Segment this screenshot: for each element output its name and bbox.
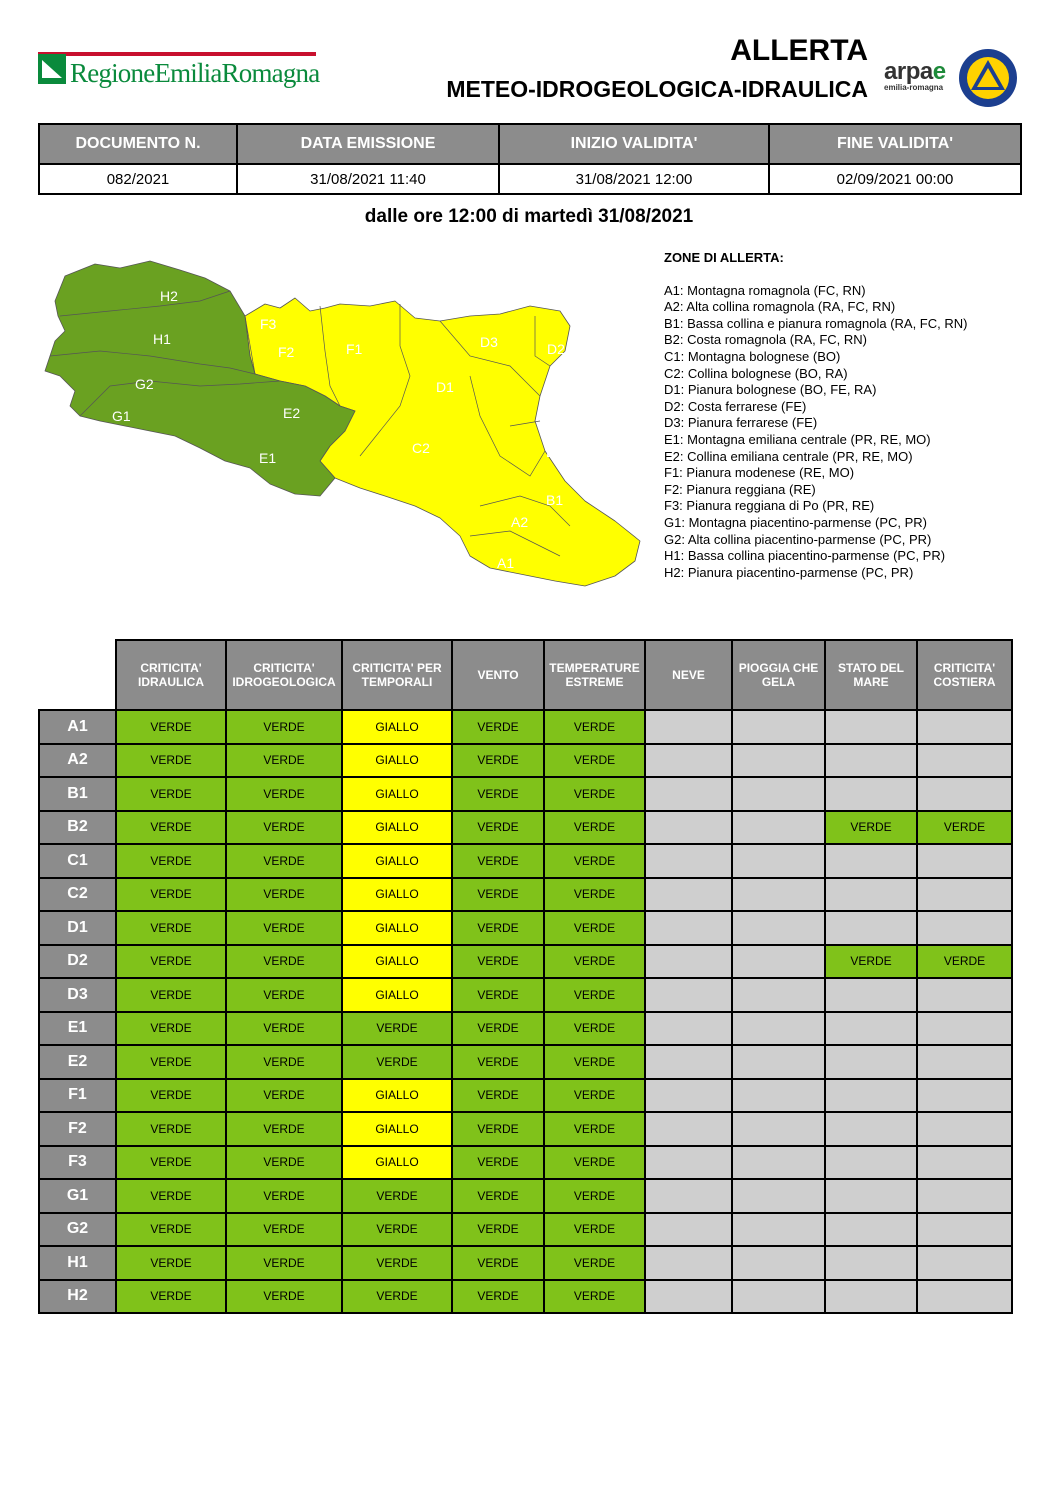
map-label-d1: D1	[436, 379, 454, 395]
zone-cell: A1	[39, 710, 116, 744]
alert-cell	[917, 1179, 1012, 1213]
alert-cell: VERDE	[544, 777, 645, 811]
alert-cell: VERDE	[544, 1012, 645, 1046]
value-inizio-validita: 31/08/2021 12:00	[499, 164, 769, 194]
legend-title: ZONE DI ALLERTA:	[664, 250, 784, 265]
alert-cell: VERDE	[544, 978, 645, 1012]
alert-cell: VERDE	[226, 1045, 342, 1079]
alert-cell: VERDE	[544, 1246, 645, 1280]
alert-cell: VERDE	[226, 911, 342, 945]
alert-cell	[732, 1146, 825, 1180]
alert-cell	[732, 1112, 825, 1146]
alert-cell: VERDE	[825, 811, 917, 845]
zone-cell: G1	[39, 1179, 116, 1213]
alert-cell: VERDE	[452, 844, 544, 878]
alert-cell: VERDE	[226, 811, 342, 845]
alert-cell	[825, 1079, 917, 1113]
map-label-h2: H2	[160, 288, 178, 304]
alert-cell	[645, 1112, 732, 1146]
value-data-emissione: 31/08/2021 11:40	[237, 164, 499, 194]
document-info-table	[38, 123, 1022, 195]
alert-cell: VERDE	[452, 1146, 544, 1180]
legend-item: G2: Alta collina piacentino-parmense (PC, PR)	[664, 531, 932, 547]
alert-cell: VERDE	[226, 978, 342, 1012]
column-header: CRITICITA' IDROGEOLOGICA	[226, 640, 342, 710]
alert-cell: GIALLO	[342, 878, 452, 912]
alert-cell: VERDE	[226, 878, 342, 912]
alert-cell: VERDE	[452, 1079, 544, 1113]
alert-cell: GIALLO	[342, 1079, 452, 1113]
alert-cell	[917, 978, 1012, 1012]
alert-cell	[917, 1045, 1012, 1079]
alert-cell: VERDE	[544, 811, 645, 845]
legend-item: F2: Pianura reggiana (RE)	[664, 481, 816, 497]
alert-cell	[645, 978, 732, 1012]
alert-cell: GIALLO	[342, 811, 452, 845]
legend-item: F1: Pianura modenese (RE, MO)	[664, 465, 855, 481]
legend-item: C1: Montagna bolognese (BO)	[664, 348, 841, 364]
arpae-subtitle: emilia-romagna	[884, 83, 944, 92]
alert-cell: VERDE	[825, 945, 917, 979]
alert-cell: VERDE	[544, 1112, 645, 1146]
alert-cell	[645, 844, 732, 878]
alert-cell: VERDE	[116, 1179, 226, 1213]
alert-cell	[645, 1079, 732, 1113]
alert-cell	[825, 911, 917, 945]
alert-cell: GIALLO	[342, 911, 452, 945]
alert-cell: VERDE	[226, 1079, 342, 1113]
alert-cell: VERDE	[544, 1146, 645, 1180]
alert-cell: VERDE	[116, 844, 226, 878]
alert-cell: VERDE	[116, 1213, 226, 1247]
alert-cell: VERDE	[544, 710, 645, 744]
alert-cell: VERDE	[544, 1213, 645, 1247]
table-row	[39, 945, 1012, 979]
alert-cell: VERDE	[452, 811, 544, 845]
table-row	[39, 1079, 1012, 1113]
legend-item: G1: Montagna piacentino-parmense (PC, PR)	[664, 514, 928, 530]
validity-line: dalle ore 12:00 di martedì 31/08/2021	[364, 206, 694, 227]
alert-cell	[732, 945, 825, 979]
zone-cell: D2	[39, 945, 116, 979]
legend-item: H1: Bassa collina piacentino-parmense (PC, PR)	[664, 548, 946, 564]
alert-cell	[825, 844, 917, 878]
alert-cell: VERDE	[544, 1179, 645, 1213]
alert-cell: VERDE	[342, 1012, 452, 1046]
legend-item: D1: Pianura bolognese (BO, FE, RA)	[664, 382, 877, 398]
zone-cell: A2	[39, 744, 116, 778]
table-row	[39, 744, 1012, 778]
alert-cell: VERDE	[116, 878, 226, 912]
zone-cell: C2	[39, 878, 116, 912]
alert-cell	[732, 1179, 825, 1213]
alert-cell	[825, 777, 917, 811]
zone-cell: H2	[39, 1280, 116, 1314]
alert-cell	[732, 777, 825, 811]
alert-cell: VERDE	[342, 1246, 452, 1280]
map-label-a2: A2	[511, 514, 529, 530]
alert-cell	[732, 878, 825, 912]
zone-cell: E2	[39, 1045, 116, 1079]
zone-legend	[664, 250, 967, 581]
alert-cell: VERDE	[226, 777, 342, 811]
alert-cell	[825, 744, 917, 778]
alert-cell	[645, 945, 732, 979]
map-label-b1: B1	[546, 492, 564, 508]
alert-cell	[645, 1012, 732, 1046]
map-label-f3: F3	[260, 316, 277, 332]
alert-cell: VERDE	[452, 777, 544, 811]
column-header: CRITICITA' IDRAULICA	[116, 640, 226, 710]
alert-cell: VERDE	[452, 1246, 544, 1280]
document-title: ALLERTA	[730, 34, 868, 67]
legend-item: D3: Pianura ferrarese (FE)	[664, 415, 818, 431]
alert-cell: VERDE	[452, 1280, 544, 1314]
alert-cell	[917, 777, 1012, 811]
alert-cell: VERDE	[226, 1213, 342, 1247]
alert-cell	[825, 878, 917, 912]
alert-cell	[917, 1213, 1012, 1247]
zone-cell: H1	[39, 1246, 116, 1280]
alert-cell: VERDE	[116, 777, 226, 811]
alert-cell: VERDE	[452, 911, 544, 945]
map-label-a1: A1	[497, 555, 515, 571]
alert-cell	[732, 1045, 825, 1079]
alert-cell: GIALLO	[342, 1146, 452, 1180]
alert-cell	[917, 1079, 1012, 1113]
alert-cell: GIALLO	[342, 744, 452, 778]
legend-item: A2: Alta collina romagnola (RA, FC, RN)	[664, 299, 896, 315]
alert-cell	[645, 1179, 732, 1213]
alert-cell: VERDE	[342, 1045, 452, 1079]
alert-cell	[917, 911, 1012, 945]
alert-cell: VERDE	[116, 1146, 226, 1180]
alert-cell: VERDE	[226, 1112, 342, 1146]
table-row	[39, 1146, 1012, 1180]
alert-cell	[732, 744, 825, 778]
table-row	[39, 911, 1012, 945]
alert-cell	[645, 911, 732, 945]
alert-cell	[917, 1146, 1012, 1180]
alert-cell	[825, 1280, 917, 1314]
alert-cell: VERDE	[452, 1213, 544, 1247]
legend-item: D2: Costa ferrarese (FE)	[664, 398, 807, 414]
alert-cell: VERDE	[116, 1246, 226, 1280]
header-data-emissione: DATA EMISSIONE	[237, 124, 499, 164]
alert-zones-map	[40, 256, 650, 596]
alert-cell: VERDE	[226, 744, 342, 778]
table-row	[39, 1213, 1012, 1247]
alert-cell	[645, 878, 732, 912]
table-row	[39, 1045, 1012, 1079]
header-fine-validita: FINE VALIDITA'	[769, 124, 1021, 164]
alert-cell: VERDE	[116, 1112, 226, 1146]
alert-cell	[917, 1012, 1012, 1046]
alert-cell	[917, 1246, 1012, 1280]
alert-cell	[825, 1045, 917, 1079]
alert-cell: VERDE	[116, 1079, 226, 1113]
alert-cell	[917, 1112, 1012, 1146]
zone-cell: G2	[39, 1213, 116, 1247]
alert-cell	[645, 1246, 732, 1280]
zone-cell: B2	[39, 811, 116, 845]
alert-cell	[645, 744, 732, 778]
table-row	[39, 1012, 1012, 1046]
zone-cell: E1	[39, 1012, 116, 1046]
alert-cell	[917, 744, 1012, 778]
legend-item: A1: Montagna romagnola (FC, RN)	[664, 282, 866, 298]
legend-item: H2: Pianura piacentino-parmense (PC, PR)	[664, 564, 914, 580]
alert-cell	[645, 1280, 732, 1314]
alert-cell: VERDE	[116, 710, 226, 744]
table-row	[39, 844, 1012, 878]
alert-cell	[825, 1213, 917, 1247]
alert-cell: VERDE	[544, 1045, 645, 1079]
column-header: VENTO	[452, 640, 544, 710]
alert-cell: VERDE	[452, 1012, 544, 1046]
alert-cell: VERDE	[544, 844, 645, 878]
alert-cell: VERDE	[116, 1280, 226, 1314]
alert-cell: GIALLO	[342, 978, 452, 1012]
regione-emilia-romagna-logo	[38, 50, 318, 92]
table-row	[39, 978, 1012, 1012]
table-row	[39, 777, 1012, 811]
zone-cell: D3	[39, 978, 116, 1012]
alert-cell: GIALLO	[342, 1112, 452, 1146]
alert-cell: GIALLO	[342, 945, 452, 979]
map-label-e1: E1	[259, 450, 277, 466]
alert-cell	[917, 878, 1012, 912]
alert-levels-table	[38, 639, 1013, 1314]
alert-cell: VERDE	[544, 1280, 645, 1314]
alert-cell	[732, 1280, 825, 1314]
table-row	[39, 878, 1012, 912]
alert-cell	[825, 1246, 917, 1280]
alert-cell: VERDE	[226, 1012, 342, 1046]
alert-cell	[917, 710, 1012, 744]
column-header: CRITICITA' PER TEMPORALI	[342, 640, 452, 710]
alert-cell	[732, 1079, 825, 1113]
alert-cell: VERDE	[226, 945, 342, 979]
alert-cell: VERDE	[452, 978, 544, 1012]
alert-cell	[825, 1146, 917, 1180]
zone-cell: D1	[39, 911, 116, 945]
alert-cell: VERDE	[342, 1179, 452, 1213]
alert-cell: VERDE	[226, 1246, 342, 1280]
map-label-h1: H1	[153, 331, 171, 347]
alert-cell	[732, 710, 825, 744]
alert-cell: VERDE	[116, 978, 226, 1012]
map-label-b2: B2	[546, 444, 564, 460]
map-label-g1: G1	[112, 408, 131, 424]
alert-cell: GIALLO	[342, 710, 452, 744]
legend-item: E2: Collina emiliana centrale (PR, RE, MO)	[664, 448, 913, 464]
alert-cell: VERDE	[544, 878, 645, 912]
alert-cell: VERDE	[116, 911, 226, 945]
map-label-d2: D2	[547, 341, 565, 357]
map-label-e2: E2	[283, 405, 301, 421]
legend-item: E1: Montagna emiliana centrale (PR, RE, MO)	[664, 431, 931, 447]
column-header: TEMPERATURE ESTREME	[544, 640, 645, 710]
value-documento: 082/2021	[39, 164, 237, 194]
legend-item: B1: Bassa collina e pianura romagnola (RA, FC, RN)	[664, 315, 968, 331]
zone-cell: C1	[39, 844, 116, 878]
alert-cell	[825, 1112, 917, 1146]
alert-cell: GIALLO	[342, 844, 452, 878]
alert-cell: VERDE	[544, 911, 645, 945]
legend-item: C2: Collina bolognese (BO, RA)	[664, 365, 848, 381]
table-row	[39, 1179, 1012, 1213]
alert-cell: VERDE	[544, 1079, 645, 1113]
alert-cell	[825, 1179, 917, 1213]
header-documento: DOCUMENTO N.	[39, 124, 237, 164]
table-row	[39, 811, 1012, 845]
alert-cell: VERDE	[917, 945, 1012, 979]
map-label-c2: C2	[412, 440, 430, 456]
alert-cell	[645, 777, 732, 811]
alert-cell: VERDE	[544, 945, 645, 979]
alert-cell	[732, 1012, 825, 1046]
alert-cell	[825, 1012, 917, 1046]
arpae-logo: arpae emilia-romagna	[884, 58, 946, 92]
alert-cell: VERDE	[452, 878, 544, 912]
alert-cell	[645, 1213, 732, 1247]
map-label-g2: G2	[135, 376, 154, 392]
map-label-f1: F1	[346, 341, 363, 357]
table-corner	[39, 640, 116, 710]
alert-cell: VERDE	[342, 1280, 452, 1314]
logo-text: RegioneEmiliaRomagna	[70, 58, 320, 88]
legend-item: B2: Costa romagnola (RA, FC, RN)	[664, 332, 868, 348]
column-header: NEVE	[645, 640, 732, 710]
zone-cell: F1	[39, 1079, 116, 1113]
document-subtitle: METEO-IDROGEOLOGICA-IDRAULICA	[446, 76, 868, 102]
alert-cell: VERDE	[452, 710, 544, 744]
alert-cell: VERDE	[452, 1045, 544, 1079]
table-row	[39, 1112, 1012, 1146]
alert-cell: VERDE	[116, 1045, 226, 1079]
alert-cell	[732, 1213, 825, 1247]
alert-cell	[732, 811, 825, 845]
map-label-d3: D3	[480, 334, 498, 350]
alert-cell: VERDE	[116, 811, 226, 845]
alert-cell	[645, 811, 732, 845]
alert-cell: VERDE	[544, 744, 645, 778]
zone-cell: B1	[39, 777, 116, 811]
table-row	[39, 710, 1012, 744]
alert-cell: VERDE	[226, 844, 342, 878]
alert-cell: VERDE	[452, 945, 544, 979]
alert-cell	[825, 710, 917, 744]
alert-cell: VERDE	[116, 945, 226, 979]
legend-item: F3: Pianura reggiana di Po (PR, RE)	[664, 498, 875, 514]
alert-cell	[732, 978, 825, 1012]
alert-cell	[645, 1146, 732, 1180]
table-row	[39, 1280, 1012, 1314]
alert-cell	[732, 911, 825, 945]
alert-cell	[825, 978, 917, 1012]
map-label-f2: F2	[278, 344, 295, 360]
value-fine-validita: 02/09/2021 00:00	[769, 164, 1021, 194]
alert-cell: VERDE	[452, 744, 544, 778]
alert-cell: VERDE	[226, 1280, 342, 1314]
alert-cell: GIALLO	[342, 777, 452, 811]
alert-cell	[917, 844, 1012, 878]
alert-cell	[645, 1045, 732, 1079]
protezione-civile-seal-icon	[958, 48, 1018, 108]
alert-cell	[732, 1246, 825, 1280]
alert-cell: VERDE	[452, 1112, 544, 1146]
alert-cell: VERDE	[116, 744, 226, 778]
alert-cell: VERDE	[226, 710, 342, 744]
table-row	[39, 1246, 1012, 1280]
alert-cell: VERDE	[452, 1179, 544, 1213]
alert-cell: VERDE	[226, 1179, 342, 1213]
alert-cell: VERDE	[342, 1213, 452, 1247]
zone-cell: F2	[39, 1112, 116, 1146]
alert-cell: VERDE	[917, 811, 1012, 845]
alert-cell	[732, 844, 825, 878]
column-header: CRITICITA' COSTIERA	[917, 640, 1012, 710]
map-label-c1: C1	[350, 489, 368, 505]
header-inizio-validita: INIZIO VALIDITA'	[499, 124, 769, 164]
column-header: STATO DEL MARE	[825, 640, 917, 710]
alert-cell: VERDE	[116, 1012, 226, 1046]
column-header: PIOGGIA CHE GELA	[732, 640, 825, 710]
zone-cell: F3	[39, 1146, 116, 1180]
alert-cell: VERDE	[226, 1146, 342, 1180]
alert-cell	[645, 710, 732, 744]
alert-cell	[917, 1280, 1012, 1314]
